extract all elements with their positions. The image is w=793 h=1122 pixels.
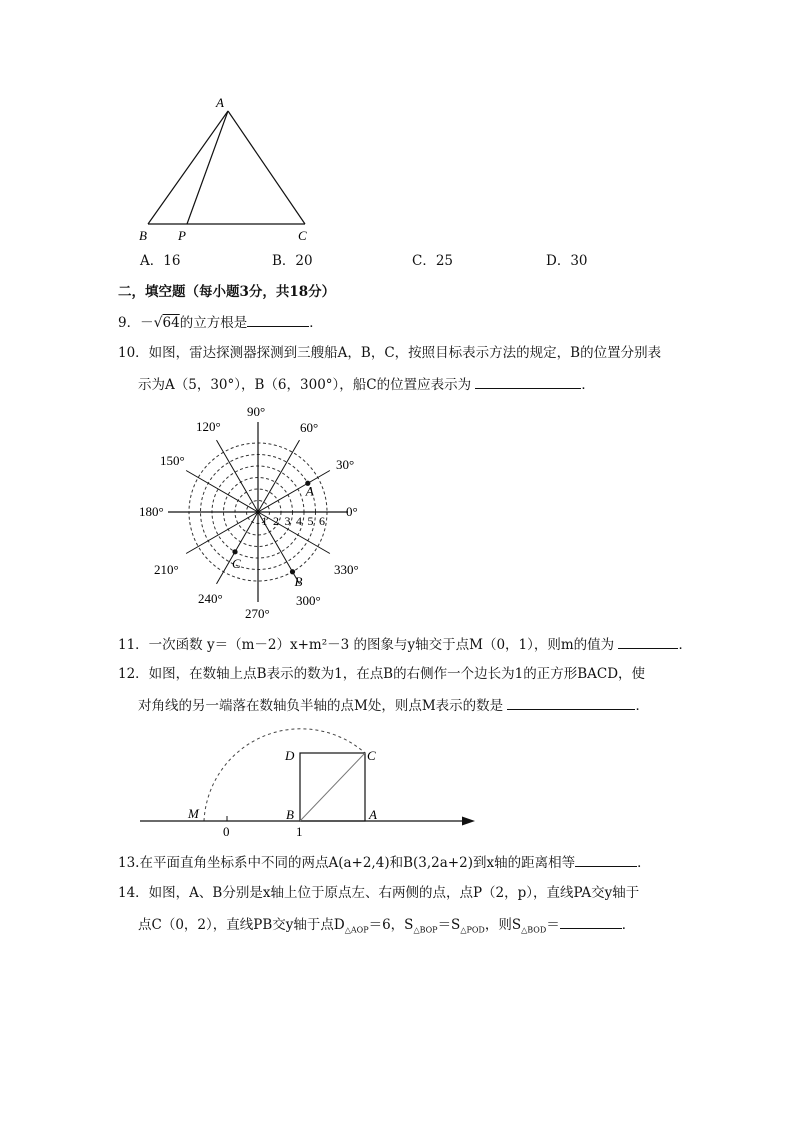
ring-number: 3 <box>284 514 291 528</box>
point-c-label: C <box>232 555 241 571</box>
question-12-line1: 12．如图，在数轴上点B表示的数为1，在点B的右侧作一个边长为1的正方形BACD，使 <box>118 666 646 682</box>
point-a-label: A <box>369 807 377 822</box>
vertex-c-label: C <box>298 228 307 243</box>
point-m-label: M <box>188 806 199 821</box>
point-b-label: B <box>294 573 303 589</box>
question-14-line1: 14．如图，A、B分别是x轴上位于原点左、右两侧的点，点P（2，p），直线PA交y轴于 <box>118 885 640 901</box>
section-title: 二，填空题（每小题3分，共18分） <box>118 284 336 300</box>
question-10-line2: 示为A（5，30°），B（6，300°），船C的位置应表示为 ． <box>138 374 595 395</box>
vertex-p-label: P <box>178 228 186 243</box>
angle-label: 330° <box>334 562 359 577</box>
angle-label: 90° <box>247 404 266 419</box>
point-b-label: B <box>286 807 294 822</box>
angle-label: 0° <box>346 504 358 519</box>
angle-label: 300° <box>296 593 321 608</box>
angle-label: 270° <box>245 606 270 621</box>
point-d-label: D <box>285 748 295 763</box>
option-a: A．16 <box>140 253 181 269</box>
vertex-a-label: A <box>216 95 224 110</box>
question-9: 9．－√64的立方根是 ． <box>118 312 323 333</box>
zero-label: 0 <box>223 824 230 839</box>
option-b: B．20 <box>272 253 313 269</box>
angle-label: 30° <box>336 457 355 472</box>
ring-number: 5 <box>307 514 314 528</box>
question-13: 13.在平面直角坐标系中不同的两点A(a+2,4)和B(3,2a+2)到x轴的距离相等 ． <box>118 852 651 873</box>
radicand: 64 <box>162 315 180 331</box>
point-c-label: C <box>367 748 376 763</box>
question-12-line2: 对角线的另一端落在数轴负半轴的点M处，则点M表示的数是 ． <box>138 695 649 716</box>
point-a-label: A <box>305 483 314 499</box>
ring-number: 1 <box>261 514 268 528</box>
option-c: C．25 <box>412 253 454 269</box>
question-10-line1: 10．如图，雷达探测器探测到三艘船A，B，C，按照目标表示方法的规定，B的位置分别表 <box>118 345 662 361</box>
question-11: 11．一次函数 y＝（m－2）x+m²－3 的图象与y轴交于点M（0，1），则m的值为 ． <box>118 634 692 655</box>
ring-number: 2 <box>273 514 279 528</box>
angle-label: 180° <box>139 504 164 519</box>
angle-label: 60° <box>300 420 319 435</box>
angle-label: 210° <box>154 562 179 577</box>
angle-label: 240° <box>198 591 223 606</box>
question-14-line2: 点C（0，2），直线PB交y轴于点$D_{\triangle AOP}=6$，$S_{\triangle BOP}=S_{\triangle POD}$，则$S_{\triangle BOD}=$ ． <box>138 914 635 941</box>
angle-label: 120° <box>196 419 221 434</box>
ring-number: 6 <box>319 514 325 528</box>
option-d: D．30 <box>546 253 588 269</box>
ring-number: 4 <box>296 514 302 528</box>
one-label: 1 <box>296 824 303 839</box>
angle-label: 150° <box>160 453 185 468</box>
vertex-b-label: B <box>139 228 147 243</box>
